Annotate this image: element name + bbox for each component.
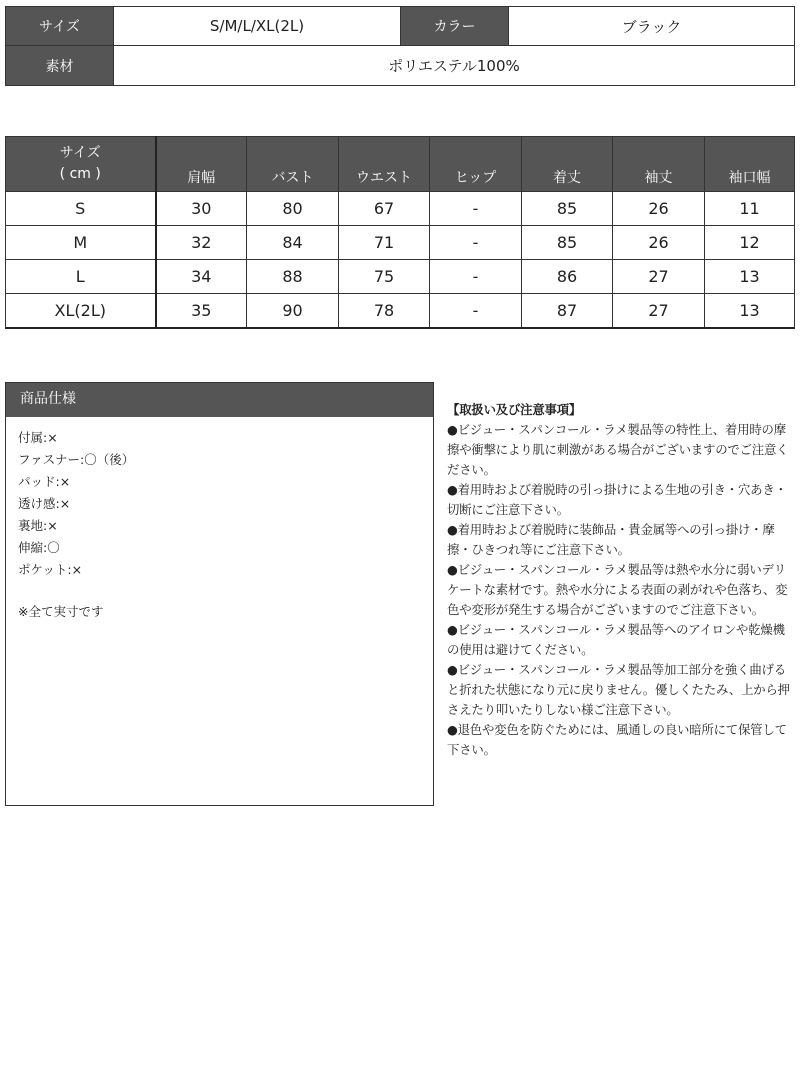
- measurement-cell: 13: [705, 294, 795, 329]
- list-item: 裏地:×: [18, 518, 58, 533]
- measurement-cell: 13: [705, 260, 795, 294]
- spec-note: ※全て実寸です: [18, 604, 104, 619]
- measurement-cell: 71: [339, 226, 430, 260]
- measurement-cell: 12: [705, 226, 795, 260]
- size-column-header: ヒップ: [430, 137, 522, 192]
- list-item: 伸縮:〇: [18, 540, 60, 555]
- measurement-cell: 78: [339, 294, 430, 329]
- caution-list: [447, 420, 795, 760]
- caution-section: [447, 400, 795, 760]
- attribute-row: [6, 46, 795, 86]
- table-row: [6, 192, 795, 226]
- table-row: [6, 260, 795, 294]
- caution-item: ●ビジュー・スパンコール・ラメ製品等加工部分を強く曲げると折れた状態になり元に戻りません。優しくたたみ、上から押さえたり叩いたりしない様ご注意下さい。: [447, 662, 790, 717]
- material-value: ポリエステル100%: [114, 46, 795, 86]
- measurement-cell: -: [430, 226, 522, 260]
- size-row-label: S: [6, 192, 156, 226]
- measurement-cell: 75: [339, 260, 430, 294]
- size-header-label: サイズ: [59, 145, 101, 161]
- caution-item: ●ビジュー・スパンコール・ラメ製品等は熱や水分に弱いデリケートな素材です。熱や水分による表面の剥がれや色落ち、変色や変形が発生する場合がございますのでご注意下さい。: [447, 562, 788, 617]
- caution-title: 【取扱い及び注意事項】: [447, 402, 582, 417]
- list-item: パッド:×: [18, 474, 71, 489]
- size-column-header: 袖丈: [613, 137, 705, 192]
- measurement-cell: 90: [247, 294, 339, 329]
- measurement-cell: -: [430, 192, 522, 226]
- attribute-table: [5, 6, 795, 86]
- size-row-label: XL(2L): [6, 294, 156, 329]
- attribute-row: [6, 7, 795, 46]
- size-column-header: 着丈: [522, 137, 613, 192]
- measurement-cell: 30: [156, 192, 247, 226]
- spec-box: [5, 382, 434, 806]
- caution-item: ●着用時および着脱時に装飾品・貴金属等への引っ掛け・摩擦・ひきつれ等にご注意下さい。: [447, 522, 775, 557]
- measurement-cell: 27: [613, 260, 705, 294]
- spec-title: 商品仕様: [6, 383, 433, 417]
- size-header-cell: [6, 137, 156, 192]
- caution-item: ●退色や変色を防ぐためには、風通しの良い暗所にて保管して下さい。: [447, 722, 787, 757]
- measurement-cell: -: [430, 260, 522, 294]
- list-item: ファスナー:〇（後）: [18, 452, 135, 467]
- size-label: サイズ: [6, 7, 114, 46]
- measurement-cell: 87: [522, 294, 613, 329]
- measurement-cell: 88: [247, 260, 339, 294]
- size-row-label: M: [6, 226, 156, 260]
- size-header-unit: ( cm ): [59, 166, 101, 182]
- caution-item: ●ビジュー・スパンコール・ラメ製品等へのアイロンや乾燥機の使用は避けてください。: [447, 622, 785, 657]
- size-column-header: バスト: [247, 137, 339, 192]
- measurement-cell: 85: [522, 226, 613, 260]
- measurement-cell: 85: [522, 192, 613, 226]
- material-label: 素材: [6, 46, 114, 86]
- measurement-cell: 67: [339, 192, 430, 226]
- size-column-header: ウエスト: [339, 137, 430, 192]
- measurement-cell: 26: [613, 226, 705, 260]
- measurement-cell: 11: [705, 192, 795, 226]
- table-row: [6, 226, 795, 260]
- color-value: ブラック: [509, 7, 795, 46]
- color-label: カラー: [401, 7, 509, 46]
- measurement-cell: 26: [613, 192, 705, 226]
- measurement-cell: 86: [522, 260, 613, 294]
- measurement-cell: -: [430, 294, 522, 329]
- measurement-cell: 84: [247, 226, 339, 260]
- size-row-label: L: [6, 260, 156, 294]
- measurement-cell: 35: [156, 294, 247, 329]
- list-item: 付属:×: [18, 430, 58, 445]
- spec-list: [6, 417, 433, 581]
- caution-item: ●ビジュー・スパンコール・ラメ製品等の特性上、着用時の摩擦や衝撃により肌に刺激がある場合がございますのでご注意ください。: [447, 422, 789, 477]
- measurement-cell: 34: [156, 260, 247, 294]
- size-table-header: [6, 137, 795, 192]
- size-column-header: 袖口幅: [705, 137, 795, 192]
- measurement-cell: 80: [247, 192, 339, 226]
- size-value: S/M/L/XL(2L): [114, 7, 401, 46]
- measurement-cell: 32: [156, 226, 247, 260]
- list-item: ポケット:×: [18, 562, 83, 577]
- size-column-header: 肩幅: [156, 137, 247, 192]
- size-table-body: [6, 192, 795, 329]
- size-table: [5, 136, 795, 329]
- caution-item: ●着用時および着脱時の引っ掛けによる生地の引き・穴あき・切断にご注意下さい。: [447, 482, 787, 517]
- measurement-cell: 27: [613, 294, 705, 329]
- list-item: 透け感:×: [18, 496, 71, 511]
- table-row: [6, 294, 795, 329]
